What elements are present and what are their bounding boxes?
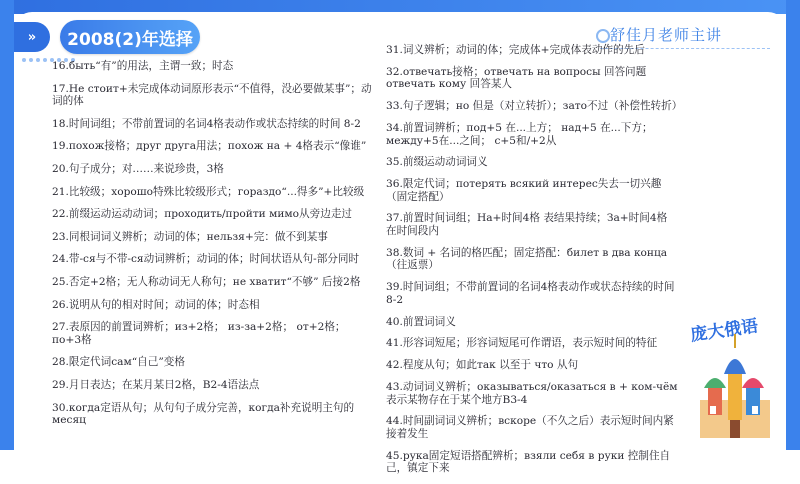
list-item: 29.月日表达；在某月某日2格，B2-4语法点 (52, 378, 260, 391)
nav-arrow-icon[interactable]: » (14, 22, 50, 52)
brand-badge: 庞大俄语 (689, 316, 760, 346)
kremlin-illustration-icon (690, 330, 780, 440)
list-item: 40.前置词词义 (386, 315, 456, 328)
list-item: 34.前置词辨析；под+5 在...上方； над+5 在...下方；между+5在...之间； с+5和/+2从 (386, 121, 653, 147)
list-item: 37.前置时间词组；На+时间4格 表结果持续；За+时间4格 在时间段内 (386, 212, 668, 238)
list-item: 22.前缀运动运动动词；проходить/пройти мимо从旁边走过 (52, 208, 353, 221)
left-frame (0, 0, 14, 450)
list-item: 43.动词词义辨析；оказываться/оказаться в + ком-чём表示某物存在于某个地方B3-4 (386, 380, 678, 406)
list-item: 32.отвечать接格；отвечать на вопросы 回答问题 отвечать кому 回答某人 (386, 65, 647, 91)
list-item: 16.быть“有”的用法，主谓一致；时态 (52, 60, 234, 72)
teacher-label: 舒佳月老师主讲 (610, 26, 723, 44)
list-item: 41.形容词短尾；形容词短尾可作谓语，表示短时间的特征 (386, 337, 658, 350)
left-column (52, 60, 372, 437)
list-item: 30.когда定语从句；从句句子成分完善，когда补充说明主句的месяц (52, 401, 355, 427)
right-frame (786, 0, 800, 450)
list-item: 17.Не стоит+未完成体动词原形表示“不值得，没必要做某事”；动词的体 (52, 82, 372, 108)
list-item: 26.说明从句的相对时间；动词的体；时态相 (52, 298, 260, 311)
list-item: 33.句子逻辑；но 但是（对立转折）；зато不过（补偿性转折） (386, 100, 683, 113)
circle-decoration-icon (596, 29, 610, 43)
list-item: 31.词义辨析；动词的体；完成体+完成体表动作的先后 (386, 44, 645, 56)
list-item: 25.否定+2格；无人称动词无人称句；не хватит“不够” 后接2格 (52, 275, 361, 288)
list-item: 20.句子成分；对……来说珍贵，3格 (52, 162, 224, 175)
list-item: 24.带-ся与不带-ся动词辨析；动词的体；时间状语从句-部分同时 (52, 253, 360, 266)
page-title: 2008(2)年选择 (60, 20, 200, 54)
list-item: 42.程度从句；如此так 以至于 что 从句 (386, 359, 579, 372)
list-item: 45.рука固定短语搭配辨析；взяли себя в руки 控制住自己，镇定下来 (386, 449, 671, 475)
list-item: 44.时间副词词义辨析；вскоре（不久之后）表示短时间内紧接着发生 (386, 415, 674, 440)
list-item: 36.限定代词；потерять всякий интерес失去一切兴趣（固定搭配） (386, 178, 662, 203)
list-item: 27.表原因的前置词辨析；из+2格； из-за+2格； от+2格；по+3格 (52, 321, 346, 346)
list-item: 38.数词 + 名词的格匹配；固定搭配：билет в два конца（往返票） (386, 246, 668, 272)
list-item: 28.限定代词сам“自己”变格 (52, 356, 185, 369)
list-item: 39.时间词组；不带前置词的名词4格表动作或状态持续的时间 8-2 (386, 281, 675, 306)
list-item: 35.前缀运动动词词义 (386, 156, 488, 169)
list-item: 18.时间词组；不带前置词的名词4格表动作或状态持续的时间 8-2 (52, 117, 361, 130)
right-column (386, 44, 683, 484)
list-item: 19.похож接格；друг друга用法；похож на + 4格表示“像谁” (52, 140, 367, 153)
list-item: 21.比较级；хорошо特殊比较级形式；гораздо“...得多”+比较级 (52, 185, 365, 198)
list-item: 23.同根词词义辨析；动词的体；нельзя+完：做不到某事 (52, 230, 328, 243)
